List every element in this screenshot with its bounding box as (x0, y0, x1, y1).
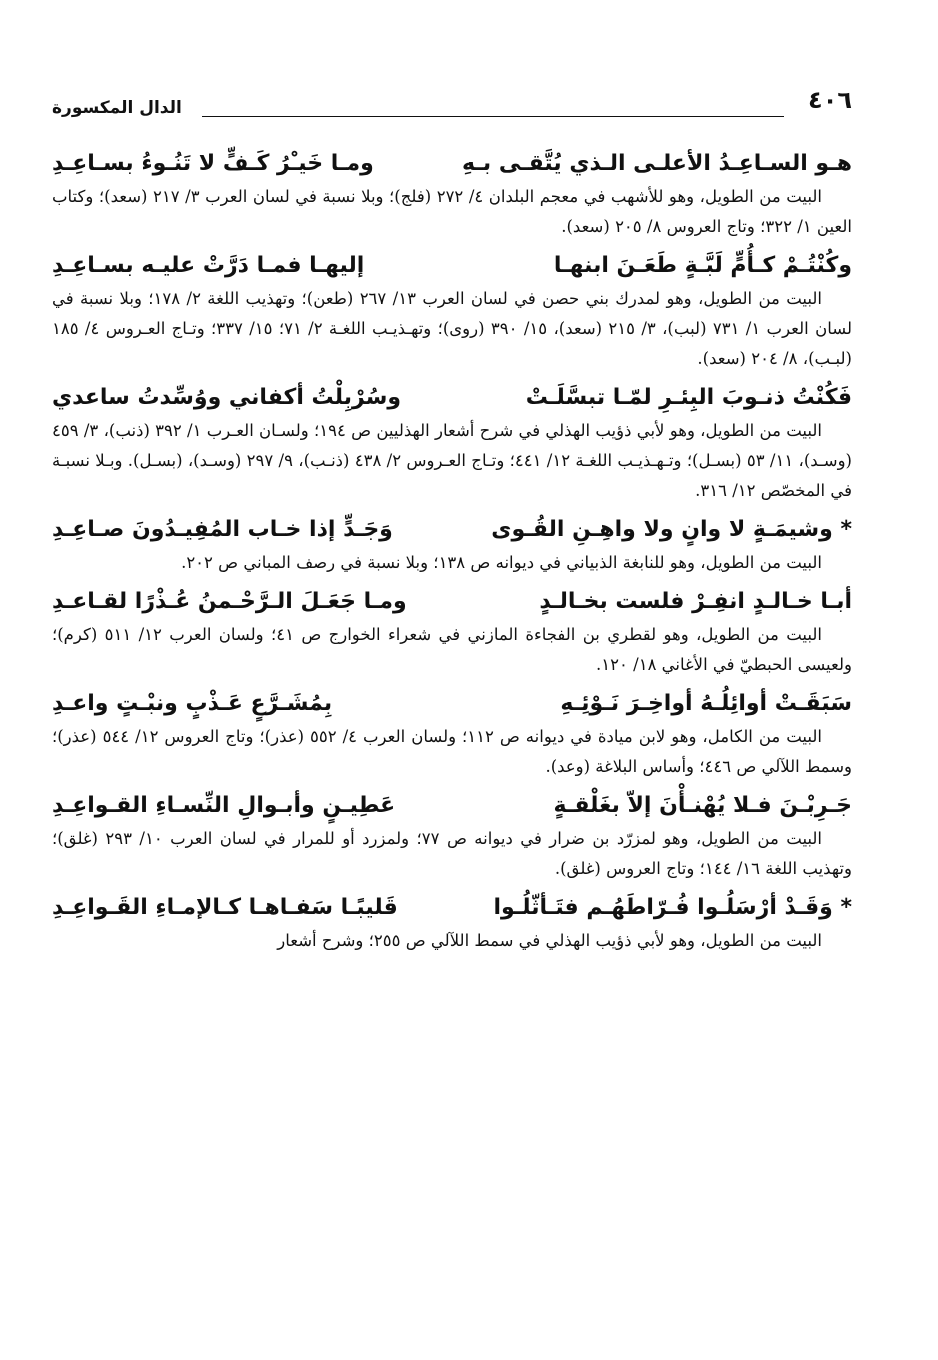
page-content (52, 140, 852, 962)
entry (52, 380, 852, 506)
verse-second-hemistich: بِمُشَـرَّعٍ عَـذْبٍ ونبْـتٍ واعـدِ (52, 691, 333, 716)
verse-second-hemistich: عَطِيـنٍ وأبـوالِ النِّسـاءِ القـواعِـدِ (52, 793, 396, 818)
entry (52, 512, 852, 578)
running-title: الدال المكسورة (52, 98, 182, 118)
verse-first-hemistich: وكُنْتُـمْ كـأُمٍّ لَبَّـةٍ طَعَـنَ ابنهـا (553, 253, 852, 278)
entry (52, 248, 852, 374)
entry (52, 890, 852, 956)
verse (52, 788, 852, 824)
verse (52, 686, 852, 722)
commentary: البيت من الطويل، وهو للنابغة الذبياني في ديوانه ص ١٣٨؛ وبلا نسبة في رصف المباني ص ٢٠٢. (181, 553, 822, 572)
header-rule (202, 116, 784, 117)
verse-second-hemistich: ومـا جَعَـلَ الـرَّحْـمنُ عُـذْرًا لقـاعـدِ (52, 589, 407, 614)
verse-second-hemistich: ومـا خَيـْرُ كَـفٍّ لا تَنُـوءُ بسـاعِـدِ (52, 151, 374, 176)
verse-first-hemistich: * وشيمَـةٍ لا وانٍ ولا واهِـنِ القُـوى (491, 517, 852, 542)
verse (52, 890, 852, 926)
entry (52, 584, 852, 680)
entry (52, 686, 852, 782)
commentary: البيت من الطويل، وهو للأشهب في معجم البلدان ٤/ ٢٧٢ (فلج)؛ وبلا نسبة في لسان العرب ٣/ ٢١٧ (سعد)؛ وكتاب العين ١/ ٣٢٢؛ وتاج العروس ٨/ ٢٠٥ (سعد). (52, 187, 852, 236)
verse (52, 248, 852, 284)
verse-first-hemistich: جَـرِبْـنَ فـلا يُهْنـأْنَ إلاّ بغَلْقـةٍ (553, 793, 852, 818)
page-number: ٤٠٦ (808, 86, 852, 114)
verse-first-hemistich: سَبَقَـتْ أوائِلُـهُ أواخِـرَ نَـوْئِـهِ (560, 691, 852, 716)
commentary: البيت من الطويل، وهو لقطري بن الفجاءة المازني في شعراء الخوارج ص ٤١؛ ولسان العرب ١٢/ ٥١١ (كرم)؛ ولعيسى الحبطيّ في الأغاني ١٨/ ١٢٠. (52, 625, 852, 674)
verse-second-hemistich: وسُرْبِلْتُ أكفاني ووُسِّدتُ ساعدي (52, 385, 402, 410)
commentary: البيت من الطويل، وهو لمدرك بني حصن في لسان العرب ١٣/ ٢٦٧ (طعن)؛ وتهذيب اللغة ٢/ ١٧٨؛ وبلا نسبة في لسان العرب ١/ ٧٣١ (لبب)، ٣/ ٢١٥ (سعد)، ١٥/ ٣٩٠ (روى)؛ وتهـذيـب اللغـة ٢/ ٧١؛ ١٥/ ٣٣٧؛ وتـاج العـروس ٤/ ١٨٥ (لبـب)، ٨/ ٢٠٤ (سعد). (52, 289, 852, 368)
verse (52, 584, 852, 620)
verse (52, 380, 852, 416)
commentary: البيت من الطويل، وهو لمزرّد بن ضرار في ديوانه ص ٧٧؛ ولمزرد أو للمرار في لسان العرب ١٠/ ٢٩٣ (غلق)؛ وتهذيب اللغة ١٦/ ١٤٤؛ وتاج العروس (غلق). (52, 829, 852, 878)
commentary: البيت من الطويل، وهو لأبي ذؤيب الهذلي في شرح أشعار الهذليين ص ١٩٤؛ ولسـان العـرب ١/ ٣٩٢ (ذنب)، ٣/ ٤٥٩ (وسـد)، ١١/ ٥٣ (بسـل)؛ وتـهـذيـب اللغـة ١٢/ ٤٤١؛ وتـاج العـروس ٢/ ٤٣٨ (ذنـب)، ٩/ ٢٩٧ (وسـد)، (بسـل). وبـلا نسبـة في المخصّص ١٢/ ٣١٦. (52, 421, 852, 500)
verse (52, 512, 852, 548)
verse-first-hemistich: أبـا خـالـدٍ انفِـرْ فلست بخـالـدٍ (539, 589, 852, 614)
commentary: البيت من الطويل، وهو لأبي ذؤيب الهذلي في سمط اللآلي ص ٢٥٥؛ وشرح أشعار (277, 931, 822, 950)
commentary: البيت من الكامل، وهو لابن ميادة في ديوانه ص ١١٢؛ ولسان العرب ٤/ ٥٥٢ (عذر)؛ وتاج العروس ١٢/ ٥٤٤ (عذر)؛ وسمط اللآلي ص ٤٤٦؛ وأساس البلاغة (وعد). (52, 727, 852, 776)
verse-first-hemistich: هـو السـاعِـدُ الأعلـى الـذي يُتَّقـى بـهِ (462, 151, 852, 176)
verse-first-hemistich: فَكُنْتُ ذنـوبَ البِئـرِ لمّـا تبسَّلَـتْ (525, 385, 852, 410)
verse-second-hemistich: إليهـا فمـا دَرَّتْ عليـه بسـاعِـدِ (52, 253, 365, 278)
verse-second-hemistich: قَليبًـا سَفـاهـا كـالإمـاءِ القَـواعِـدِ (52, 895, 398, 920)
verse (52, 146, 852, 182)
verse-second-hemistich: وَجَـدٍّ إذا خـاب المُفِيـدُونَ صـاعِـدِ (52, 517, 393, 542)
entry (52, 788, 852, 884)
page-header (52, 86, 852, 126)
verse-first-hemistich: * وَقَـدْ أرْسَلُـوا فُـرّاطَهُـم فتَـأثّلُـوا (493, 895, 852, 920)
entry (52, 146, 852, 242)
